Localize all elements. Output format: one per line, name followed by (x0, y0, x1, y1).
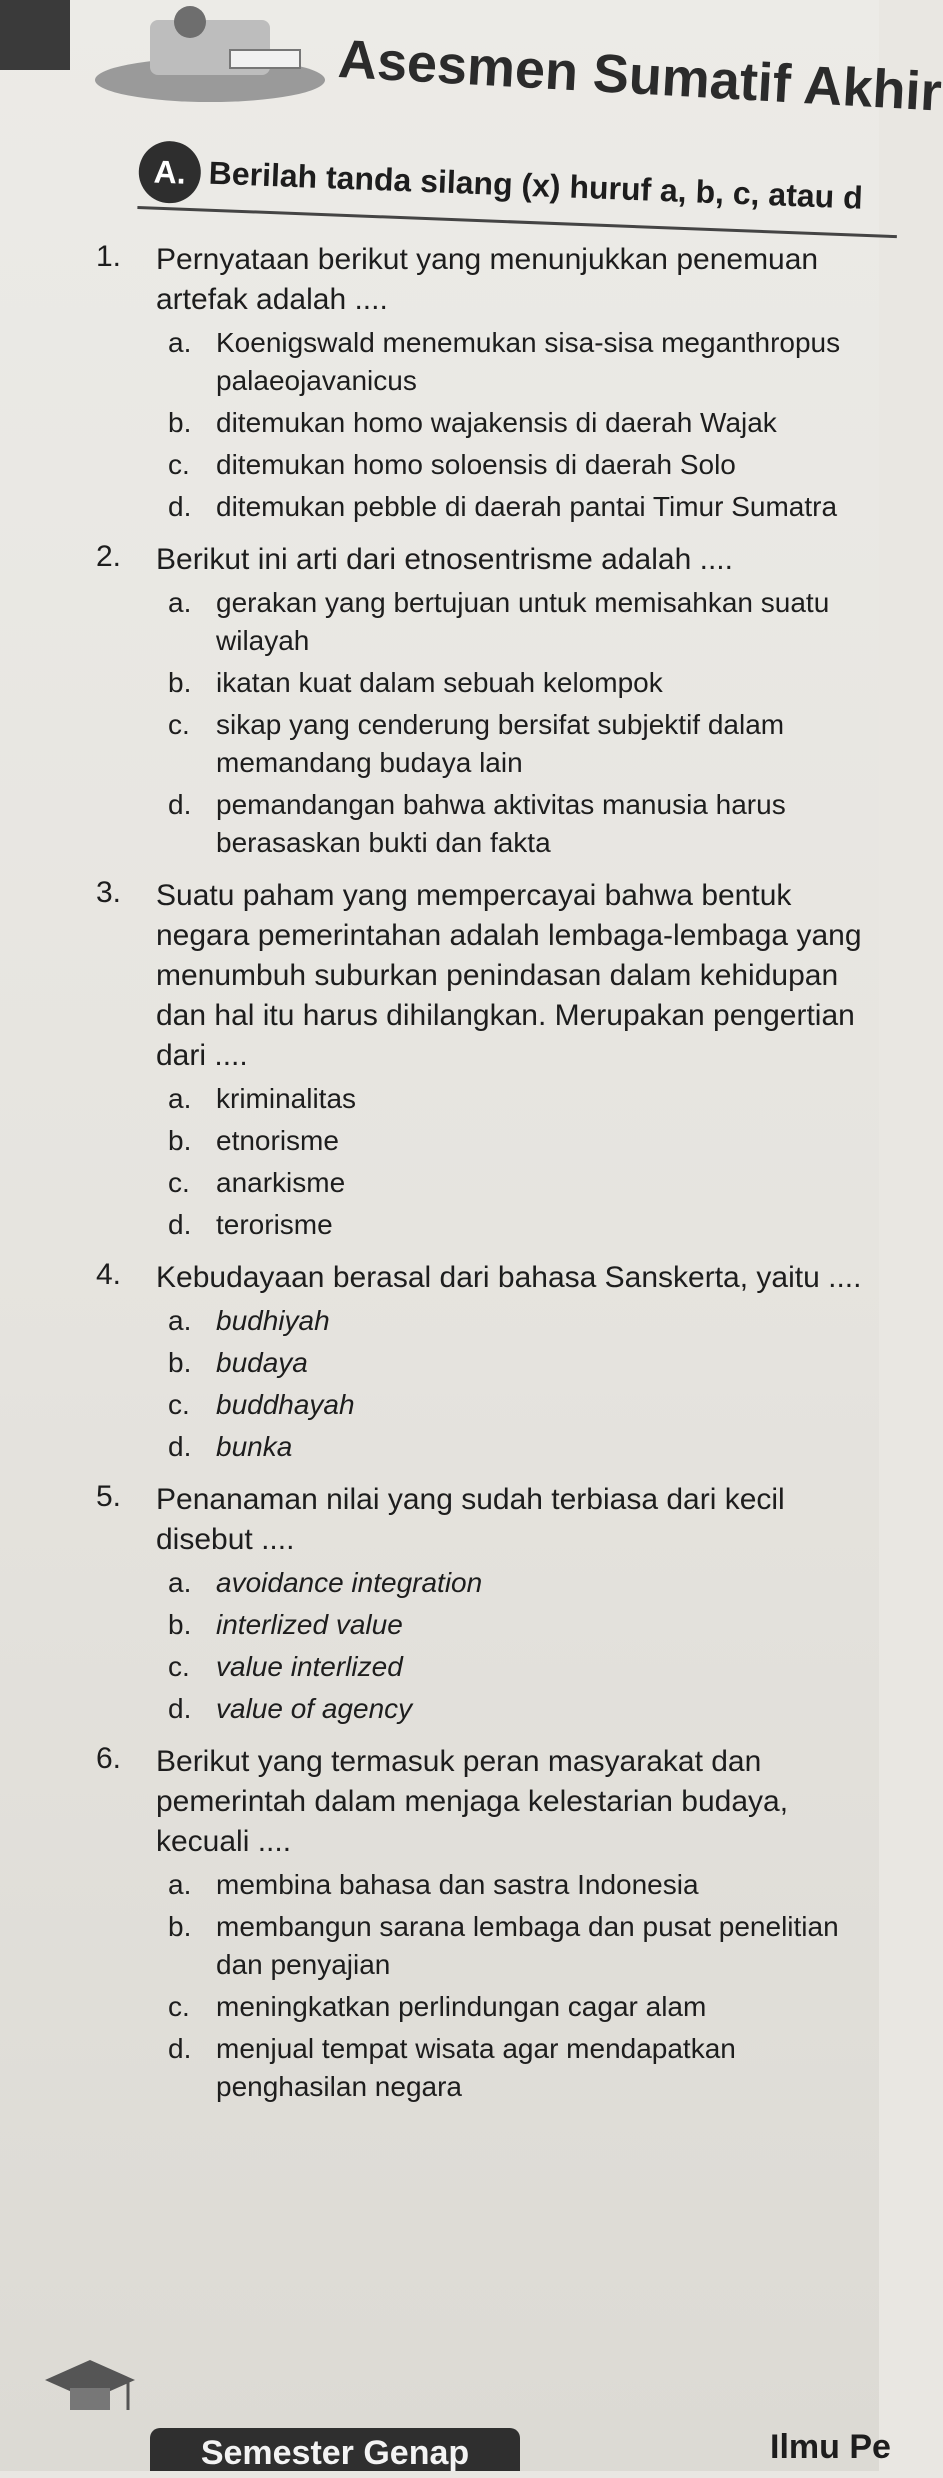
option-list (156, 1302, 866, 1466)
option-text: value of agency (216, 1693, 413, 1724)
page-edge-shadow (0, 0, 70, 70)
question-list (96, 240, 866, 2120)
question-text: Berikut yang termasuk peran masyarakat dan pemerintah dalam menjaga kelestarian budaya, kecuali .... (156, 1745, 789, 1858)
option-text: avoidance integration (216, 1567, 483, 1598)
option-letter: c. (168, 1389, 190, 1420)
option-letter: a. (168, 327, 192, 358)
option-a[interactable] (156, 1080, 866, 1118)
option-letter: a. (168, 1567, 192, 1598)
option-text: ditemukan homo soloensis di daerah Solo (216, 449, 736, 480)
option-letter: b. (168, 1911, 192, 1942)
option-text: sikap yang cenderung bersifat subjektif dalam memandang budaya lain (216, 709, 785, 778)
question-1 (96, 240, 866, 526)
option-letter: b. (168, 1347, 192, 1378)
option-letter: a. (168, 1305, 192, 1336)
option-letter: d. (168, 1693, 192, 1724)
question-number: 6. (96, 1742, 122, 1775)
question-number: 3. (96, 876, 122, 909)
option-text: ditemukan homo wajakensis di daerah Wajak (216, 407, 777, 438)
question-number: 2. (96, 540, 122, 573)
option-text: anarkisme (216, 1167, 346, 1198)
option-text: buddhayah (216, 1389, 355, 1420)
question-4 (96, 1258, 866, 1466)
option-list (156, 1564, 866, 1728)
option-list (156, 324, 866, 526)
question-text: Pernyataan berikut yang menunjukkan penemuan artefak adalah .... (156, 243, 819, 316)
option-letter: b. (168, 667, 192, 698)
page-title: Asesmen Sumatif Akhir (336, 28, 943, 123)
option-text: etnorisme (216, 1125, 339, 1156)
option-text: menjual tempat wisata agar mendapatkan penghasilan negara (216, 2033, 736, 2102)
section-instruction: Berilah tanda silang (x) huruf a, b, c, atau d (208, 154, 864, 216)
question-text: Suatu paham yang mempercayai bahwa bentuk negara pemerintahan adalah lembaga-lembaga yang menumbuh suburkan penindasan dalam kehidupan dan hal itu harus dihilangkan. Merupakan pengertian dari .... (156, 879, 862, 1072)
option-c[interactable] (156, 1988, 866, 2026)
option-c[interactable] (156, 1648, 866, 1686)
option-d[interactable] (156, 1206, 866, 1244)
option-d[interactable] (156, 488, 866, 526)
option-a[interactable] (156, 1564, 866, 1602)
option-text: ikatan kuat dalam sebuah kelompok (216, 667, 663, 698)
graduation-cap-icon (40, 2350, 140, 2430)
option-letter: b. (168, 1609, 192, 1640)
option-b[interactable] (156, 664, 866, 702)
option-letter: c. (168, 1651, 190, 1682)
option-letter: d. (168, 1431, 192, 1462)
option-text: pemandangan bahwa aktivitas manusia harus berasaskan bukti dan fakta (216, 789, 786, 858)
option-letter: c. (168, 449, 190, 480)
option-text: gerakan yang bertujuan untuk memisahkan suatu wilayah (216, 587, 830, 656)
option-letter: b. (168, 407, 192, 438)
subject-label: Ilmu Pe (770, 2428, 891, 2466)
option-a[interactable] (156, 1302, 866, 1340)
option-letter: a. (168, 1083, 192, 1114)
option-letter: d. (168, 1209, 192, 1240)
option-letter: d. (168, 2033, 192, 2064)
option-a[interactable] (156, 584, 866, 660)
option-text: budaya (216, 1347, 308, 1378)
option-letter: c. (168, 1991, 190, 2022)
option-text: meningkatkan perlindungan cagar alam (216, 1991, 707, 2022)
option-text: Koenigswald menemukan sisa-sisa meganthropus palaeojavanicus (216, 327, 841, 396)
option-text: membina bahasa dan sastra Indonesia (216, 1869, 699, 1900)
option-b[interactable] (156, 1344, 866, 1382)
section-header (137, 140, 899, 241)
option-a[interactable] (156, 1866, 866, 1904)
option-letter: c. (168, 1167, 190, 1198)
question-6 (96, 1742, 866, 2106)
student-writing-illustration (80, 0, 330, 110)
option-text: bunka (216, 1431, 293, 1462)
option-c[interactable] (156, 446, 866, 484)
question-text: Kebudayaan berasal dari bahasa Sanskerta, yaitu .... (156, 1261, 862, 1294)
question-text: Penanaman nilai yang sudah terbiasa dari kecil disebut .... (156, 1483, 785, 1556)
option-letter: a. (168, 587, 192, 618)
option-text: kriminalitas (216, 1083, 357, 1114)
option-b[interactable] (156, 1908, 866, 1984)
question-number: 4. (96, 1258, 122, 1291)
question-3 (96, 876, 866, 1244)
option-list (156, 584, 866, 862)
option-d[interactable] (156, 786, 866, 862)
option-text: terorisme (216, 1209, 333, 1240)
option-letter: d. (168, 491, 192, 522)
option-b[interactable] (156, 1122, 866, 1160)
question-5 (96, 1480, 866, 1728)
option-text: value interlized (216, 1651, 403, 1682)
question-number: 1. (96, 240, 122, 273)
option-d[interactable] (156, 1428, 866, 1466)
option-c[interactable] (156, 1386, 866, 1424)
option-letter: c. (168, 709, 190, 740)
option-letter: b. (168, 1125, 192, 1156)
option-d[interactable] (156, 1690, 866, 1728)
option-list (156, 1080, 866, 1244)
option-b[interactable] (156, 404, 866, 442)
option-c[interactable] (156, 706, 866, 782)
question-2 (96, 540, 866, 862)
question-text: Berikut ini arti dari etnosentrisme adalah .... (156, 543, 733, 576)
option-d[interactable] (156, 2030, 866, 2106)
semester-label: Semester Genap (150, 2428, 520, 2471)
question-number: 5. (96, 1480, 122, 1513)
option-list (156, 1866, 866, 2106)
option-text: budhiyah (216, 1305, 330, 1336)
option-text: membangun sarana lembaga dan pusat penelitian dan penyajian (216, 1911, 839, 1980)
option-text: interlized value (216, 1609, 403, 1640)
option-letter: d. (168, 789, 192, 820)
section-letter-badge: A. (138, 140, 202, 204)
option-a[interactable] (156, 324, 866, 400)
option-c[interactable] (156, 1164, 866, 1202)
option-letter: a. (168, 1869, 192, 1900)
option-text: ditemukan pebble di daerah pantai Timur Sumatra (216, 491, 838, 522)
option-b[interactable] (156, 1606, 866, 1644)
